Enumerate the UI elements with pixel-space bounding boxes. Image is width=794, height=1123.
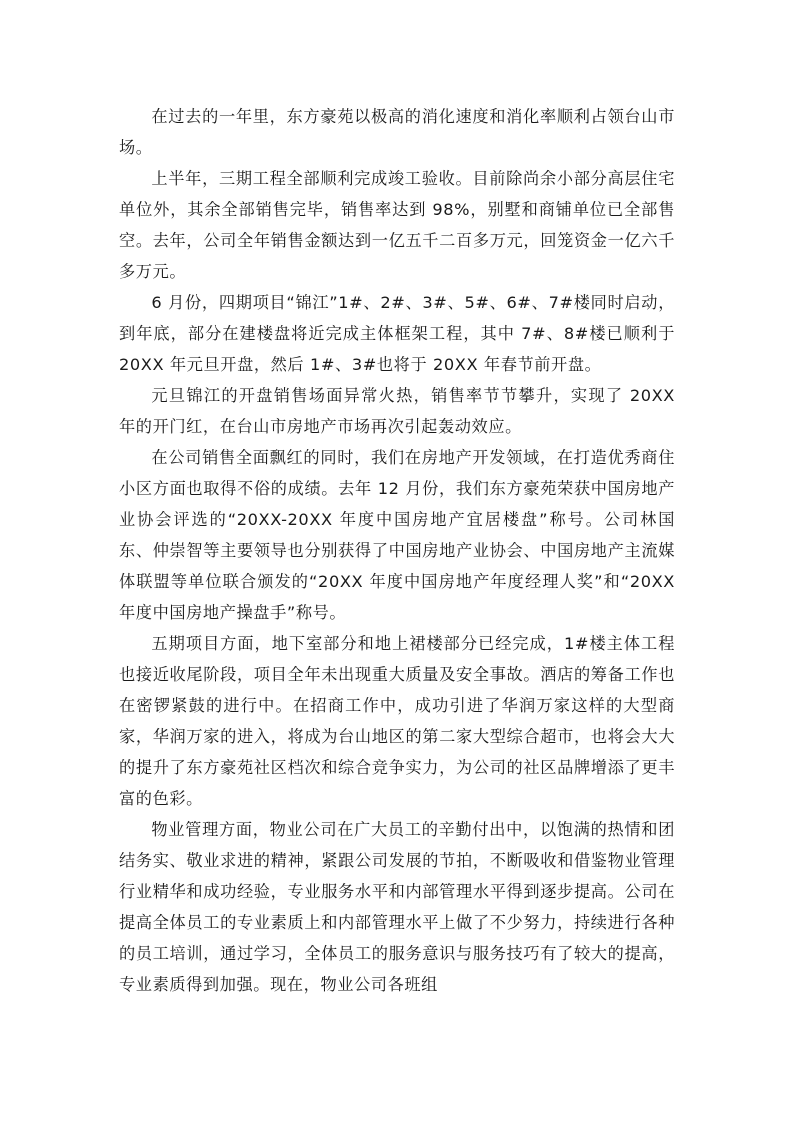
paragraph-new-year-opening: 元旦锦江的开盘销售场面异常火热，销售率节节攀升，实现了 20XX 年的开门红，在台山市房地产市场再次引起轰动效应。 xyxy=(119,386,675,436)
paragraph-awards: 在公司销售全面飘红的同时，我们在房地产开发领域，在打造优秀商住小区方面也取得不俗的成绩。去年 12 月份，我们东方豪苑荣获中国房地产业协会评选的“20XX-20XX 年度中国房地产宜居楼盘”称号。公司林国东、仲崇智等主要领导也分别获得了中国房地产业协会、中国房地产主流媒体联盟等单位联合颁发的“20XX 年度中国房地产年度经理人奖”和“20XX 年度中国房地产操盘手”称号。 xyxy=(119,448,675,622)
document-body xyxy=(119,101,675,1000)
paragraph-phase-four-launch: 6 月份，四期项目“锦江”1#、2#、3#、5#、6#、7#楼同时启动，到年底，部分在建楼盘将近完成主体框架工程，其中 7#、8#楼已顺利于 20XX 年元旦开盘，然后 1#、3#也将于 20XX 年春节前开盘。 xyxy=(119,293,675,374)
paragraph-property-management: 物业管理方面，物业公司在广大员工的辛勤付出中，以饱满的热情和团结务实、敬业求进的精神，紧跟公司发展的节拍，不断吸收和借鉴物业管理行业精华和成功经验，专业服务水平和内部管理水平得到逐步提高。公司在提高全体员工的专业素质上和内部管理水平上做了不少努力，持续进行各种的员工培训，通过学习，全体员工的服务意识与服务技巧有了较大的提高，专业素质得到加强。现在，物业公司各班组 xyxy=(119,820,675,994)
paragraph-phase-three-sales: 上半年，三期工程全部顺利完成竣工验收。目前除尚余小部分高层住宅单位外，其余全部销售完毕，销售率达到 98%，别墅和商铺单位已全部售空。去年，公司全年销售金额达到一亿五千二百多万元，回笼资金一亿六千多万元。 xyxy=(119,169,675,281)
paragraph-market-intro: 在过去的一年里，东方豪苑以极高的消化速度和消化率顺利占领台山市场。 xyxy=(119,107,675,157)
paragraph-phase-five: 五期项目方面，地下室部分和地上裙楼部分已经完成，1#楼主体工程也接近收尾阶段，项目全年未出现重大质量及安全事故。酒店的筹备工作也在密锣紧鼓的进行中。在招商工作中，成功引进了华润万家这样的大型商家，华润万家的进入，将成为台山地区的第二家大型综合超市，也将会大大的提升了东方豪苑社区档次和综合竞争实力，为公司的社区品牌增添了更丰富的色彩。 xyxy=(119,634,675,808)
